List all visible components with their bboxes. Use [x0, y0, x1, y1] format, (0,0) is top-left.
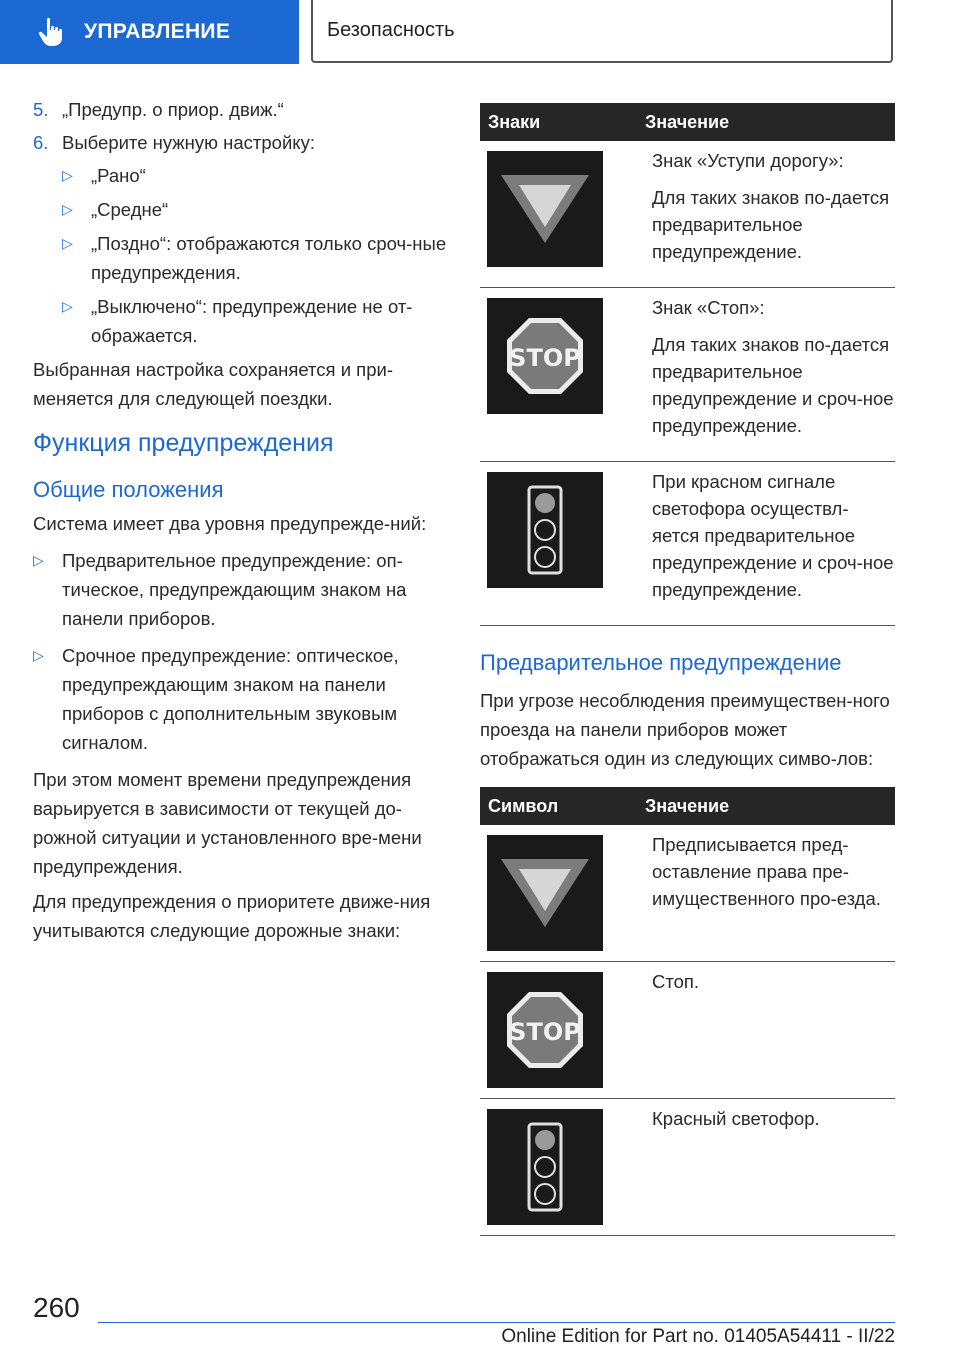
cell-text: Предписывается пред-оставление права пре-имущественного про-езда. [652, 834, 881, 909]
stop-sign-icon [487, 972, 603, 1088]
option-text: „Средне“ [91, 199, 169, 220]
section-title: УПРАВЛЕНИЕ [84, 20, 231, 43]
signs-table [480, 103, 895, 626]
prewarning-text: При угрозе несоблюдения преимуществен-ного проезда на панели приборов может отображаться один из следующих симво-лов: [480, 690, 890, 769]
symbols-table [480, 787, 895, 1236]
signs-note: Для предупреждения о приоритете движе-ния учитываются следующие дорожные знаки: [33, 891, 431, 941]
step-text: Выберите нужную настройку: [62, 132, 315, 153]
option-text: „Поздно“: отображаются только сроч-ные предупреждения. [91, 233, 447, 283]
page-number: 260 [33, 1292, 80, 1323]
cell-text: При красном сигнале светофора осуществл-яется предварительное предупреждение и сроч-ное предупреждение. [652, 471, 894, 600]
subsection-title: Безопасность [327, 19, 455, 41]
traffic-light-icon [487, 1109, 603, 1225]
level-text: Предварительное предупреждение: оп-тическое, предупреждающим знаком на панели приборов. [62, 550, 407, 629]
heading-function: Функция предупреждения [33, 429, 334, 457]
column-header: Знаки [488, 111, 541, 132]
triangle-bullet-icon: ▷ [62, 167, 73, 183]
option-text: „Выключено“: предупреждение не от-ображается. [91, 296, 413, 346]
triangle-bullet-icon: ▷ [33, 552, 44, 568]
step-5 [33, 95, 448, 124]
triangle-bullet-icon: ▷ [62, 201, 73, 217]
cell-text: Знак «Стоп»: [652, 297, 765, 318]
stop-sign-label: STOP [509, 344, 581, 372]
footer-edition: Online Edition for Part no. 01405A54411 - II/22 [501, 1326, 895, 1347]
list-item [62, 292, 448, 350]
option-text: „Рано“ [91, 165, 146, 186]
triangle-bullet-icon: ▷ [33, 647, 44, 663]
step-number: 5. [33, 99, 49, 120]
cell-text: Для таких знаков по-дается предварительное предупреждение и сроч-ное предупреждение. [652, 334, 894, 436]
stop-sign-label: STOP [509, 1018, 581, 1046]
cell-text: Для таких знаков по-дается предварительное предупреждение. [652, 187, 890, 262]
heading-general: Общие положения [33, 477, 224, 502]
step-number: 6. [33, 132, 49, 153]
timing-note: При этом момент времени предупреждения варьируется в зависимости от текущей до-рожной ситуации и установленного вре-мени предупреждения. [33, 769, 422, 877]
list-item [62, 161, 448, 190]
level-text: Срочное предупреждение: оптическое, предупреждающим знаком на панели приборов с дополнительным звуковым сигналом. [62, 645, 399, 753]
hand-pointer-icon [34, 15, 68, 49]
column-header: Символ [488, 795, 559, 816]
footer-divider [98, 1322, 895, 1323]
table-row [480, 462, 895, 626]
table-row [480, 1099, 895, 1236]
stop-sign-icon [487, 298, 603, 414]
section-tab[interactable] [0, 0, 299, 64]
step-text: „Предупр. о приор. движ.“ [62, 99, 284, 120]
yield-sign-icon [487, 151, 603, 267]
table-row [480, 825, 895, 962]
subsection-tab[interactable] [311, 0, 893, 63]
cell-text: Стоп. [652, 971, 700, 992]
table-header [480, 103, 895, 141]
list-item [33, 546, 448, 633]
cell-text: Красный светофор. [652, 1108, 820, 1129]
triangle-bullet-icon: ▷ [62, 235, 73, 251]
table-row [480, 288, 895, 462]
general-intro: Система имеет два уровня предупрежде-ний: [33, 513, 427, 534]
table-header [480, 787, 895, 825]
table-row [480, 962, 895, 1099]
triangle-bullet-icon: ▷ [62, 298, 73, 314]
column-header: Значение [645, 111, 730, 132]
column-header: Значение [645, 795, 730, 816]
saved-note: Выбранная настройка сохраняется и при-меняется для следующей поездки. [33, 359, 393, 409]
yield-sign-icon [487, 835, 603, 951]
heading-prewarning: Предварительное предупреждение [480, 650, 842, 675]
step-6 [33, 128, 448, 157]
traffic-light-icon [487, 472, 603, 588]
options-list [62, 161, 448, 350]
cell-text: Знак «Уступи дорогу»: [652, 150, 844, 171]
left-column [33, 95, 448, 951]
right-column [480, 103, 895, 1236]
table-row [480, 141, 895, 288]
list-item [33, 641, 448, 757]
list-item [62, 229, 448, 287]
list-item [62, 195, 448, 224]
